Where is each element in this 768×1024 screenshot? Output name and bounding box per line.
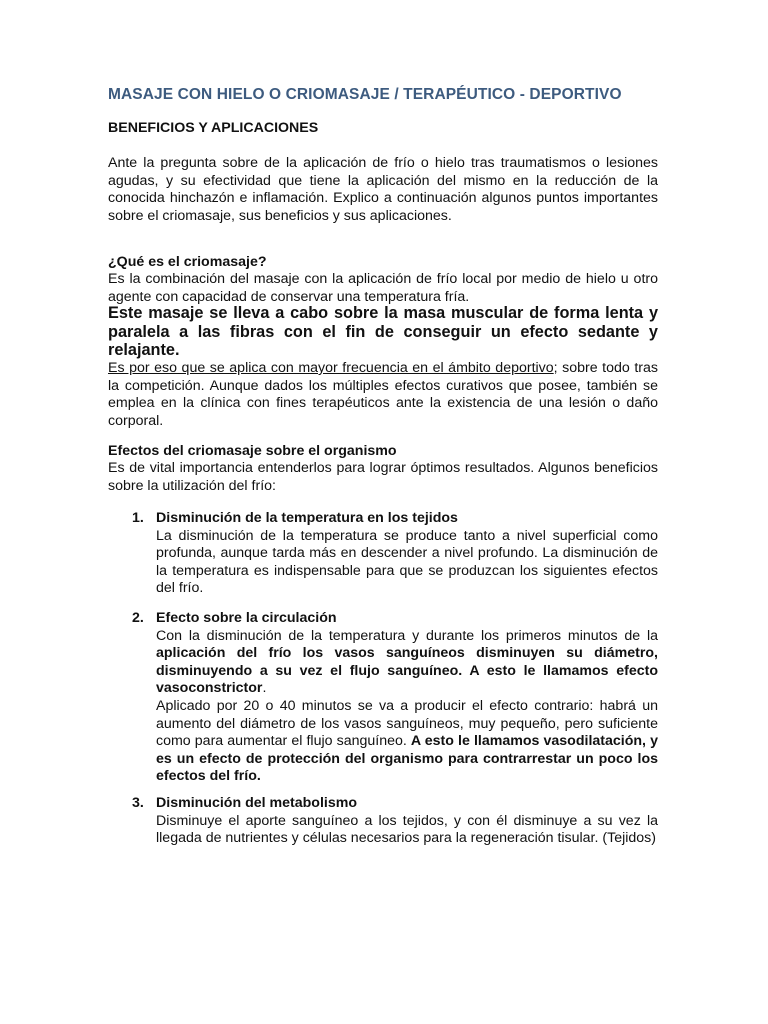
circulation-text: Con la disminución de la temperatura y durante los primeros minutos de la: [156, 627, 658, 644]
list-number: 1.: [132, 510, 144, 526]
circulation-paragraph-2: [156, 698, 658, 786]
usage-paragraph: [108, 360, 658, 430]
circulation-paragraph-1: [156, 628, 658, 698]
effects-intro: Es de vital importancia entenderlos para lograr óptimos resultados. Algunos beneficios sobre la utilización del frío:: [108, 460, 658, 494]
usage-underlined-text: Es por eso que se aplica con mayor frecuencia en el ámbito deportivo: [108, 360, 554, 376]
usage-rest-text: ; sobre todo tras la competición. Aunque dados los múltiples efectos curativos que posee, también se emplea en la clínica con fines terapéuticos ante la existencia de una lesión o daño corporal.: [108, 360, 658, 429]
section-heading: BENEFICIOS Y APLICACIONES: [108, 120, 319, 136]
list-item-heading: Efecto sobre la circulación: [156, 610, 337, 626]
emphasis-paragraph: Este masaje se lleva a cabo sobre la masa muscular de forma lenta y paralela a las fibras con el fin de conseguir un efecto sedante y relajante.: [108, 304, 658, 360]
intro-paragraph: Ante la pregunta sobre de la aplicación de frío o hielo tras traumatismos o lesiones agudas, y su efectividad que tiene la aplicación del mismo en la reducción de la conocida hinchazón e inflamación. Explico a continuación algunos puntos importantes sobre el criomasaje, sus beneficios y sus aplicaciones.: [108, 155, 658, 224]
list-number: 2.: [132, 610, 144, 626]
list-item-body: Disminuye el aporte sanguíneo a los tejidos, y con él disminuye a su vez la llegada de nutrientes y células necesarios para la regeneración tisular. (Tejidos): [156, 812, 658, 847]
vasodilation-bold-text: A esto le llamamos vasodilatación, y es un efecto de protección del organismo para contrarrestar un poco los efectos del frío.: [156, 733, 658, 785]
list-item-body: La disminución de la temperatura se produce tanto a nivel superficial como profunda, aunque tarda más en descender a nivel profundo. La disminución de la temperatura es indispensable para que se produzcan los siguientes efectos del frío.: [156, 527, 658, 597]
list-item-body: [156, 628, 658, 786]
effects-heading: Efectos del criomasaje sobre el organismo: [108, 443, 397, 459]
vasodilation-text: Aplicado por 20 o 40 minutos se va a producir el efecto contrario: habrá un aumento del diámetro de los vasos sanguíneos, muy pequeño, pero suficiente como para aumentar el flujo sanguíneo.: [156, 697, 658, 750]
list-item-heading: Disminución de la temperatura en los tejidos: [156, 510, 458, 526]
circulation-bold-text: aplicación del frío los vasos sanguíneos disminuyen su diámetro, disminuyendo a su vez el flujo sanguíneo. A esto le llamamos efecto vasoconstrictor: [156, 645, 658, 697]
list-item-heading: Disminución del metabolismo: [156, 795, 358, 811]
definition-paragraph: Es la combinación del masaje con la aplicación de frío local por medio de hielo u otro agente con capacidad de conservar una temperatura fría.: [108, 271, 658, 305]
list-number: 3.: [132, 795, 144, 811]
circulation-end-text: .: [262, 680, 267, 697]
document-title: MASAJE CON HIELO O CRIOMASAJE / TERAPÉUTICO - DEPORTIVO: [108, 86, 622, 103]
question-heading: ¿Qué es el criomasaje?: [108, 254, 267, 270]
